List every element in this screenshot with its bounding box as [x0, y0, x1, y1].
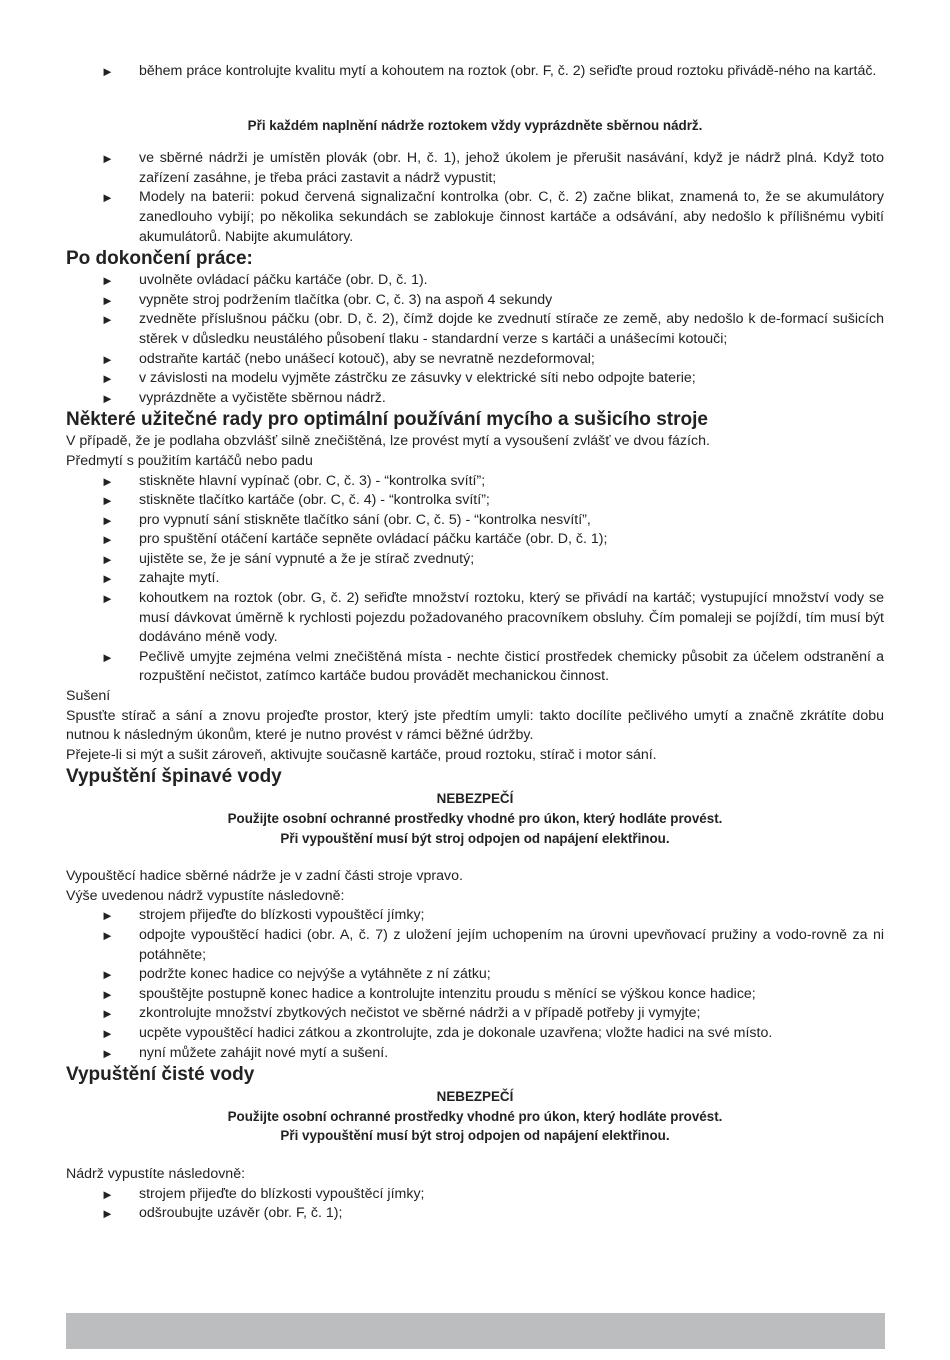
list-item: ► vyprázdněte a vyčistěte sběrnou nádrž.	[66, 389, 884, 409]
after-work-list	[66, 271, 884, 408]
list-item: ► Modely na baterii: pokud červená signalizační kontrolka (obr. C, č. 2) začne blikat, znamená to, že se akumulátory zanedlouho vybijí; po několika sekundách se zablokuje činnost kartáče a odsávání, aby nedošlo k přílišnému vybití akumulátorů. Nabijte akumulátory.	[101, 189, 884, 245]
list-item: ► odstraňte kartáč (nebo unášecí kotouč), aby se nevratně nezdeformoval;	[66, 350, 884, 370]
section-heading-after-work: Po dokončení práce:	[66, 248, 253, 270]
footer-bar	[66, 1313, 885, 1349]
list-item: ► odšroubujte uzávěr (obr. F, č. 1);	[66, 1204, 884, 1224]
bullet-arrow-icon: ►	[101, 190, 114, 206]
bullet-arrow-icon: ►	[101, 908, 114, 924]
list-item: ► nyní můžete zahájit nové mytí a sušení.	[66, 1044, 884, 1064]
list-item: ► stiskněte tlačítko kartáče (obr. C, č. 4) - “kontrolka svítí”;	[66, 491, 884, 511]
bullet-arrow-icon: ►	[101, 512, 114, 528]
clean-water-list	[66, 1185, 884, 1224]
section-heading-clean-water: Vypuštění čisté vody	[66, 1064, 255, 1086]
tips-list	[66, 472, 884, 688]
manual-page	[66, 62, 884, 1224]
bullet-arrow-icon: ►	[101, 1006, 114, 1022]
list-item: ► zahajte mytí.	[66, 569, 884, 589]
bullet-arrow-icon: ►	[101, 473, 114, 489]
paragraph: Nádrž vypustíte následovně:	[66, 1165, 246, 1182]
list-item: ► kohoutkem na roztok (obr. G, č. 2) seřiďte množství roztoku, který se přivádí na kartáč; vystupující množství vody se musí dávkovat úměrně k rychlosti pojezdu požadovaného pracovníkem obsluhy. Čím pomaleji se pojíždí, tím musí být dodáváno méně vody.	[101, 590, 884, 646]
list-item: ► zvedněte příslušnou páčku (obr. D, č. 2), čímž dojde ke zvednutí stírače ze země, aby nedošlo k de-formací sušicích stěrek v důsledku neustálého působení tlaku - standardní verze s kartáči a unášecími kotouči;	[101, 311, 884, 347]
list-item: ► pro vypnutí sání stiskněte tlačítko sání (obr. C, č. 5) - “kontrolka nesvítí”,	[66, 511, 884, 531]
bullet-arrow-icon: ►	[101, 591, 114, 607]
bullet-arrow-icon: ►	[101, 986, 114, 1002]
bullet-arrow-icon: ►	[101, 1025, 114, 1041]
paragraph: Přejete-li si mýt a sušit zároveň, aktivujte současně kartáče, proud roztoku, stírač i motor sání.	[66, 746, 657, 763]
list-item: ► v závislosti na modelu vyjměte zástrčku ze zásuvky v elektrické síti nebo odpojte baterie;	[66, 369, 884, 389]
bullet-arrow-icon: ►	[101, 292, 114, 308]
list-item: ► ve sběrné nádrži je umístěn plovák (obr. H, č. 1), jehož úkolem je přerušit nasávání, když je nádrž plná. Když toto zařízení zasáhne, je třeba práci zastavit a nádrž vypustit;	[101, 150, 884, 186]
list-item: ► uvolněte ovládací páčku kartáče (obr. D, č. 1).	[66, 271, 884, 291]
bullet-arrow-icon: ►	[101, 1045, 114, 1061]
tank-note: Při každém naplnění nádrže roztokem vždy vyprázdněte sběrnou nádrž.	[247, 117, 703, 133]
bullet-arrow-icon: ►	[101, 371, 114, 387]
list-item: ► během práce kontrolujte kvalitu mytí a kohoutem na roztok (obr. F, č. 2) seřiďte proud roztoku přivádě-ného na kartáč.	[66, 62, 884, 82]
paragraph: Vypouštěcí hadice sběrné nádrže je v zadní části stroje vpravo.	[66, 868, 463, 885]
bullet-arrow-icon: ►	[101, 64, 114, 79]
list-item: ► strojem přijeďte do blízkosti vypouštěcí jímky;	[66, 1185, 884, 1205]
dirty-water-list	[66, 906, 884, 1063]
list-item: ► odpojte vypouštěcí hadici (obr. A, č. 7) z uložení jejím uchopením na úrovni upevňovací pružiny a vodo-rovně za ni potáhněte;	[101, 926, 884, 963]
list-item: ► spouštějte postupně konec hadice a kontrolujte intenzitu proudu s měnící se výškou konce hadice;	[66, 985, 884, 1005]
bullet-arrow-icon: ►	[101, 151, 114, 167]
list-item: ► zkontrolujte množství zbytkových nečistot ve sběrné nádrži a v případě potřeby ji vymyjte;	[66, 1004, 884, 1024]
section-heading-tips: Některé užitečné rady pro optimální používání mycího a sušicího stroje	[66, 409, 708, 431]
bullet-arrow-icon: ►	[101, 649, 114, 665]
bullet-arrow-icon: ►	[101, 351, 114, 367]
warning-line: Při vypouštění musí být stroj odpojen od napájení elektřinou.	[280, 1128, 670, 1144]
paragraph: Výše uvedenou nádrž vypustíte následovně:	[66, 887, 345, 904]
list-item: ► strojem přijeďte do blízkosti vypouštěcí jímky;	[66, 906, 884, 926]
list-item: ► pro spuštění otáčení kartáče sepněte ovládací páčku kartáče (obr. D, č. 1);	[66, 530, 884, 550]
list-item: ► ujistěte se, že je sání vypnuté a že je stírač zvednutý;	[66, 550, 884, 570]
paragraph: Předmytí s použitím kartáčů nebo padu	[66, 452, 313, 469]
warning-line: Použijte osobní ochranné prostředky vhodné pro úkon, který hodláte provést.	[227, 811, 723, 826]
bullet-arrow-icon: ►	[101, 532, 114, 548]
bullet-arrow-icon: ►	[101, 312, 114, 328]
bullet-arrow-icon: ►	[101, 967, 114, 983]
bullet-arrow-icon: ►	[101, 927, 114, 943]
danger-label: NEBEZPEČÍ	[436, 1089, 514, 1105]
section-heading-dirty-water: Vypuštění špinavé vody	[66, 766, 282, 788]
bullet-arrow-icon: ►	[101, 1206, 114, 1222]
list-item: ► vypněte stroj podržením tlačítka (obr. C, č. 3) na aspoň 4 sekundy	[66, 291, 884, 311]
paragraph: V případě, že je podlaha obzvlášť silně znečištěná, lze provést mytí a vysoušení zvlášť ve dvou fázích.	[66, 433, 710, 450]
list-item: ► Pečlivě umyjte zejména velmi znečištěná místa - nechte čisticí prostředek chemicky působit za účelem odstranění a rozpuštění nečistot, zatímco kartáče budou provádět mechanickou činnost.	[101, 648, 884, 685]
danger-label: NEBEZPEČÍ	[436, 791, 514, 807]
bullet-arrow-icon: ►	[101, 493, 114, 509]
paragraph: Spusťte stírač a sání a znovu projeďte prostor, který jste předtím umyli: takto docílíte pečlivého umytí a značně zkrátíte dobu nutnou k následným úkonům, které je nutno provést v rámci běžné údržby.	[66, 707, 884, 744]
bullet-arrow-icon: ►	[101, 390, 114, 406]
warning-line: Použijte osobní ochranné prostředky vhodné pro úkon, který hodláte provést.	[227, 1108, 723, 1124]
list-item: ► ucpěte vypouštěcí hadici zátkou a zkontrolujte, zda je dokonale uzavřena; vložte hadici na své místo.	[66, 1024, 884, 1044]
list-item: ► podržte konec hadice co nejvýše a vytáhněte z ní zátku;	[66, 965, 884, 985]
list-item: ► stiskněte hlavní vypínač (obr. C, č. 3) - “kontrolka svítí”;	[66, 472, 884, 492]
bullet-arrow-icon: ►	[101, 571, 114, 587]
warning-line: Při vypouštění musí být stroj odpojen od napájení elektřinou.	[280, 830, 670, 846]
bullet-arrow-icon: ►	[101, 551, 114, 567]
paragraph: Sušení	[66, 688, 111, 705]
bullet-arrow-icon: ►	[101, 1186, 114, 1202]
bullet-arrow-icon: ►	[101, 273, 114, 289]
